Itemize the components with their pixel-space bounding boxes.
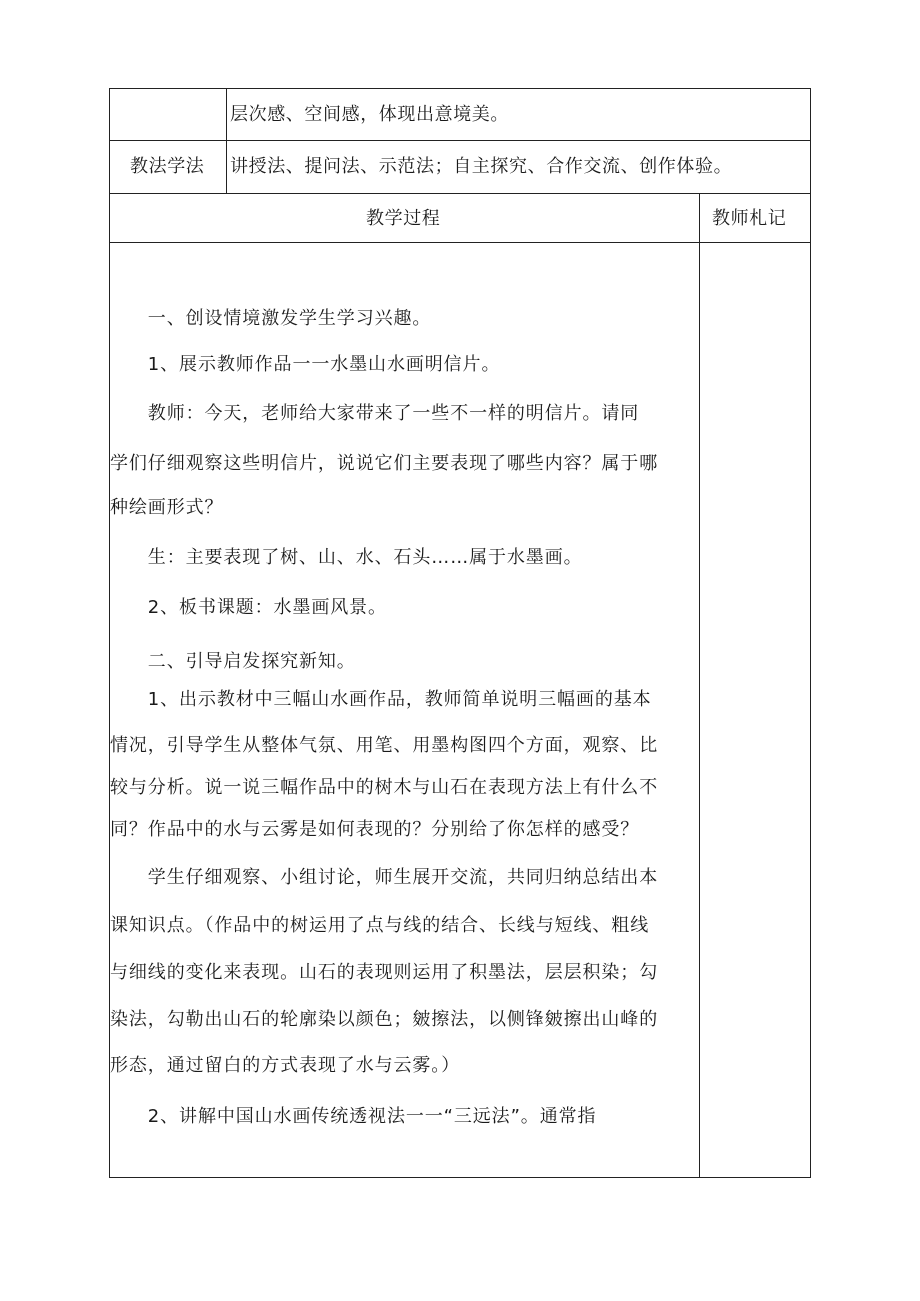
process-line: 一、创设情境激发学生学习兴趣。 [110, 308, 432, 329]
process-line: 课知识点。（作品中的树运用了点与线的结合、长线与短线、粗线 [110, 915, 650, 936]
process-line: 学们仔细观察这些明信片，说说它们主要表现了哪些内容？属于哪 [110, 453, 659, 474]
row-divider-2 [110, 193, 810, 194]
label-column-divider [226, 89, 227, 193]
process-line: 情况，引导学生从整体气氛、用笔、用墨构图四个方面，观察、比 [110, 735, 659, 756]
process-line: 与细线的变化来表现。山石的表现则运用了积墨法，层层积染；勾 [110, 962, 659, 983]
process-line: 种绘画形式？ [110, 497, 224, 518]
row-divider-1 [110, 140, 810, 141]
process-line: 1、展示教师作品一一水墨山水画明信片。 [110, 354, 501, 375]
teaching-methods-content: 讲授法、提问法、示范法；自主探究、合作交流、创作体验。 [230, 156, 733, 177]
teacher-notes-cell [701, 244, 810, 1177]
lesson-plan-table [109, 88, 811, 1178]
process-line: 二、引导启发探究新知。 [110, 651, 356, 672]
row1-content: 层次感、空间感，体现出意境美。 [230, 104, 509, 125]
process-line: 2、板书课题：水墨画风景。 [110, 597, 387, 618]
process-line: 2、讲解中国山水画传统透视法一一“三远法”。通常指 [110, 1106, 597, 1127]
process-line: 染法，勾勒出山石的轮廓染以颜色；皴擦法，以侧锋皴擦出山峰的 [110, 1009, 659, 1030]
process-line: 1、出示教材中三幅山水画作品，教师简单说明三幅画的基本 [110, 689, 652, 710]
teaching-methods-label: 教法学法 [130, 156, 205, 177]
teaching-process-header: 教学过程 [366, 208, 441, 229]
process-line: 生：主要表现了树、山、水、石头……属于水墨画。 [110, 547, 583, 568]
process-line: 同？作品中的水与云雾是如何表现的？分别给了你怎样的感受？ [110, 819, 640, 840]
row-divider-3 [110, 242, 810, 243]
process-line: 教师：今天，老师给大家带来了一些不一样的明信片。请同 [110, 403, 640, 424]
process-line: 较与分析。说一说三幅作品中的树木与山石在表现方法上有什么不 [110, 777, 659, 798]
process-line: 学生仔细观察、小组讨论，师生展开交流，共同归纳总结出本 [110, 867, 659, 888]
process-line: 形态，通过留白的方式表现了水与云雾。） [110, 1055, 461, 1076]
teacher-notes-header: 教师札记 [712, 208, 787, 229]
